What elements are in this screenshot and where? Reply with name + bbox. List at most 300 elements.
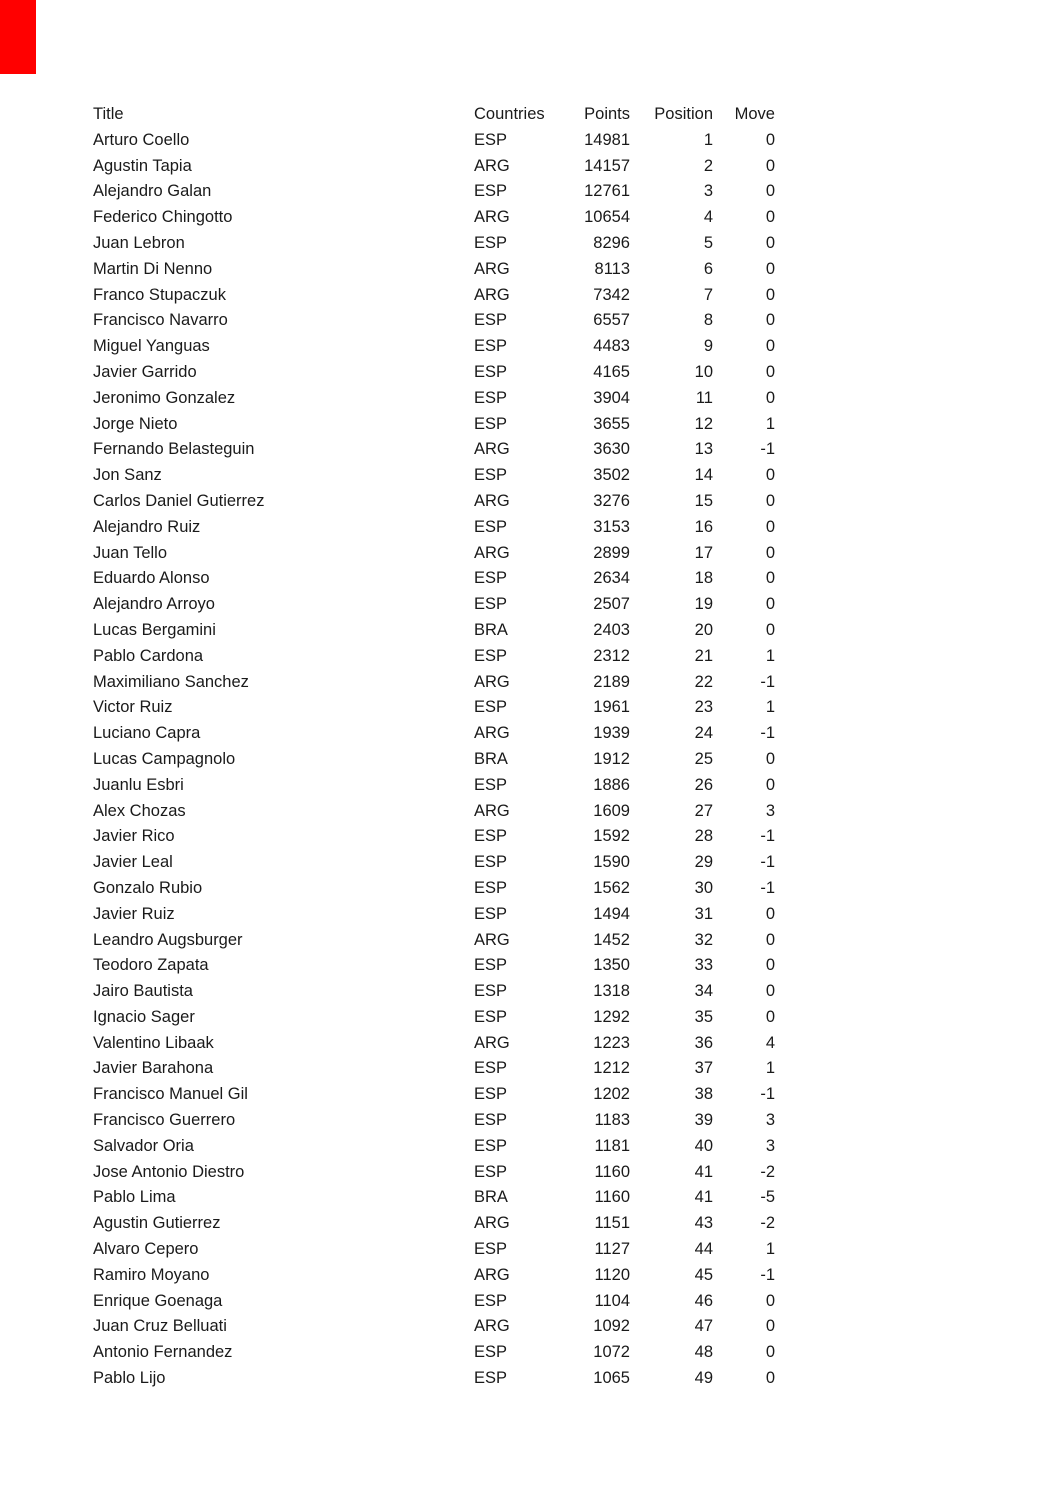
table-row	[93, 257, 775, 283]
cell-move: 0	[765, 285, 775, 304]
cell-country: ESP	[474, 414, 508, 433]
cell-player-name: Lucas Bergamini	[93, 620, 216, 639]
cell-move: 1	[765, 698, 775, 717]
cell-position: 30	[694, 878, 713, 897]
cell-move: 0	[765, 904, 775, 923]
table-row	[93, 1289, 775, 1315]
cell-country: ARG	[474, 1317, 510, 1336]
cell-position: 9	[703, 337, 713, 356]
cell-country: ESP	[474, 1162, 508, 1181]
cell-country: ESP	[474, 1111, 508, 1130]
column-header-points: Points	[584, 105, 630, 123]
cell-player-name: Javier Rico	[93, 827, 175, 846]
cell-country: ESP	[474, 362, 508, 381]
cell-country: ARG	[474, 724, 510, 743]
cell-player-name: Juanlu Esbri	[93, 775, 184, 794]
table-row	[93, 1160, 775, 1186]
cell-position: 27	[694, 801, 713, 820]
cell-position: 29	[694, 853, 713, 872]
cell-player-name: Francisco Manuel Gil	[93, 1085, 248, 1104]
cell-points: 1292	[593, 1007, 630, 1026]
table-row	[93, 902, 775, 928]
cell-move: 1	[765, 1240, 775, 1259]
cell-player-name: Francisco Guerrero	[93, 1111, 236, 1130]
cell-position: 47	[694, 1317, 713, 1336]
cell-position: 1	[703, 130, 713, 149]
cell-move: 0	[765, 543, 775, 562]
cell-points: 2634	[593, 569, 630, 588]
cell-player-name: Victor Ruiz	[93, 698, 173, 717]
cell-country: ESP	[474, 982, 508, 1001]
cell-position: 24	[694, 724, 713, 743]
cell-points: 1452	[593, 930, 630, 949]
cell-move: 0	[765, 362, 775, 381]
cell-points: 8113	[594, 259, 630, 278]
table-row	[93, 541, 775, 567]
cell-move: 0	[765, 259, 775, 278]
cell-points: 1160	[594, 1162, 630, 1181]
cell-position: 6	[703, 259, 713, 278]
cell-move: 0	[765, 930, 775, 949]
cell-position: 25	[694, 749, 713, 768]
cell-move: -1	[760, 878, 775, 897]
cell-points: 1202	[593, 1085, 630, 1104]
cell-points: 6557	[593, 311, 630, 330]
cell-player-name: Salvador Oria	[93, 1136, 194, 1155]
cell-move: -2	[760, 1214, 775, 1233]
cell-position: 45	[694, 1265, 713, 1284]
cell-country: ARG	[474, 440, 510, 459]
cell-position: 26	[694, 775, 713, 794]
table-row	[93, 463, 775, 489]
cell-points: 1092	[593, 1317, 630, 1336]
cell-position: 43	[694, 1214, 713, 1233]
cell-player-name: Agustin Gutierrez	[93, 1214, 221, 1233]
cell-move: 0	[765, 775, 775, 794]
table-row	[93, 721, 775, 747]
cell-points: 8296	[593, 233, 630, 252]
cell-move: 0	[765, 749, 775, 768]
table-row	[93, 412, 775, 438]
cell-position: 49	[694, 1369, 713, 1388]
column-header-move: Move	[734, 105, 775, 123]
cell-points: 1562	[593, 878, 630, 897]
cell-points: 1065	[593, 1369, 630, 1388]
cell-country: ARG	[474, 1214, 510, 1233]
cell-points: 1939	[593, 724, 630, 743]
cell-country: ARG	[474, 672, 510, 691]
table-row	[93, 386, 775, 412]
table-row	[93, 928, 775, 954]
table-row	[93, 489, 775, 515]
cell-position: 14	[694, 466, 713, 485]
cell-country: ESP	[474, 827, 508, 846]
cell-position: 5	[703, 233, 713, 252]
cell-player-name: Pablo Lijo	[93, 1369, 166, 1388]
cell-country: ESP	[474, 182, 508, 201]
cell-move: 0	[765, 311, 775, 330]
table-row	[93, 1056, 775, 1082]
cell-country: ARG	[474, 543, 510, 562]
cell-points: 1212	[593, 1059, 630, 1078]
cell-player-name: Miguel Yanguas	[93, 337, 210, 356]
cell-move: -2	[760, 1162, 775, 1181]
cell-position: 12	[694, 414, 713, 433]
cell-move: 0	[765, 182, 775, 201]
table-row	[93, 1366, 775, 1392]
cell-points: 4165	[593, 362, 630, 381]
cell-points: 1590	[593, 853, 630, 872]
cell-position: 32	[694, 930, 713, 949]
cell-player-name: Martin Di Nenno	[93, 259, 213, 278]
cell-country: ESP	[474, 595, 508, 614]
cell-move: 1	[765, 414, 775, 433]
table-row	[93, 1314, 775, 1340]
cell-points: 1609	[593, 801, 630, 820]
cell-move: 0	[765, 982, 775, 1001]
cell-points: 2312	[593, 646, 630, 665]
cell-move: 4	[765, 1033, 775, 1052]
cell-player-name: Federico Chingotto	[93, 208, 233, 227]
cell-country: ARG	[474, 208, 510, 227]
cell-country: ARG	[474, 1033, 510, 1052]
cell-position: 36	[694, 1033, 713, 1052]
table-row	[93, 644, 775, 670]
table-row	[93, 1211, 775, 1237]
table-row	[93, 695, 775, 721]
cell-position: 40	[694, 1136, 713, 1155]
cell-position: 17	[694, 543, 713, 562]
cell-player-name: Arturo Coello	[93, 130, 190, 149]
cell-points: 2507	[593, 595, 630, 614]
cell-country: ESP	[474, 337, 508, 356]
cell-points: 1223	[593, 1033, 630, 1052]
cell-player-name: Juan Lebron	[93, 233, 185, 252]
cell-player-name: Eduardo Alonso	[93, 569, 210, 588]
table-row	[93, 128, 775, 154]
cell-move: 0	[765, 156, 775, 175]
cell-player-name: Enrique Goenaga	[93, 1291, 223, 1310]
cell-player-name: Maximiliano Sanchez	[93, 672, 249, 691]
table-row	[93, 592, 775, 618]
table-row	[93, 231, 775, 257]
table-row	[93, 515, 775, 541]
cell-position: 46	[694, 1291, 713, 1310]
cell-player-name: Javier Leal	[93, 853, 173, 872]
cell-player-name: Franco Stupaczuk	[93, 285, 226, 304]
table-row	[93, 953, 775, 979]
cell-move: -1	[760, 827, 775, 846]
cell-points: 1181	[594, 1136, 630, 1155]
cell-country: ESP	[474, 1291, 508, 1310]
cell-position: 19	[694, 595, 713, 614]
red-corner-marker	[0, 0, 36, 74]
cell-position: 31	[694, 904, 713, 923]
cell-country: BRA	[474, 620, 508, 639]
cell-country: ESP	[474, 233, 508, 252]
cell-position: 2	[703, 156, 713, 175]
cell-position: 44	[694, 1240, 713, 1259]
cell-player-name: Lucas Campagnolo	[93, 749, 236, 768]
cell-player-name: Pablo Lima	[93, 1188, 176, 1207]
cell-move: 0	[765, 517, 775, 536]
table-row	[93, 1031, 775, 1057]
cell-move: 0	[765, 337, 775, 356]
cell-country: ARG	[474, 259, 510, 278]
cell-country: ESP	[474, 904, 508, 923]
table-body	[93, 128, 775, 1392]
table-row	[93, 205, 775, 231]
table-row	[93, 308, 775, 334]
cell-points: 1127	[594, 1240, 630, 1259]
cell-points: 3153	[593, 517, 630, 536]
cell-points: 14981	[584, 130, 630, 149]
cell-country: ARG	[474, 285, 510, 304]
cell-position: 33	[694, 956, 713, 975]
cell-move: 0	[765, 620, 775, 639]
table-row	[93, 1340, 775, 1366]
cell-move: -1	[760, 672, 775, 691]
cell-country: ESP	[474, 646, 508, 665]
cell-move: 0	[765, 1317, 775, 1336]
cell-player-name: Antonio Fernandez	[93, 1343, 233, 1362]
cell-move: -1	[760, 1265, 775, 1284]
cell-position: 38	[694, 1085, 713, 1104]
cell-points: 1350	[593, 956, 630, 975]
cell-country: ESP	[474, 853, 508, 872]
cell-player-name: Teodoro Zapata	[93, 956, 209, 975]
cell-move: 3	[765, 801, 775, 820]
table-row	[93, 1005, 775, 1031]
cell-points: 1961	[593, 698, 630, 717]
cell-points: 1886	[593, 775, 630, 794]
cell-country: ESP	[474, 1136, 508, 1155]
cell-country: ESP	[474, 698, 508, 717]
table-row	[93, 876, 775, 902]
cell-country: ESP	[474, 130, 508, 149]
cell-move: 3	[765, 1136, 775, 1155]
cell-player-name: Fernando Belasteguin	[93, 440, 255, 459]
cell-country: ESP	[474, 1007, 508, 1026]
cell-position: 8	[703, 311, 713, 330]
cell-country: ARG	[474, 156, 510, 175]
table-row	[93, 1108, 775, 1134]
cell-player-name: Javier Barahona	[93, 1059, 214, 1078]
cell-position: 20	[694, 620, 713, 639]
cell-player-name: Juan Tello	[93, 543, 168, 562]
table-row	[93, 1134, 775, 1160]
cell-player-name: Pablo Cardona	[93, 646, 204, 665]
cell-player-name: Javier Ruiz	[93, 904, 175, 923]
cell-points: 3276	[593, 491, 630, 510]
table-row	[93, 437, 775, 463]
cell-points: 4483	[593, 337, 630, 356]
cell-country: ESP	[474, 1369, 508, 1388]
table-row	[93, 824, 775, 850]
cell-points: 2403	[593, 620, 630, 639]
cell-position: 15	[694, 491, 713, 510]
cell-country: ESP	[474, 569, 508, 588]
cell-points: 3630	[593, 440, 630, 459]
cell-country: ARG	[474, 930, 510, 949]
cell-position: 41	[694, 1188, 713, 1207]
cell-position: 39	[694, 1111, 713, 1130]
cell-move: 0	[765, 491, 775, 510]
table-row	[93, 773, 775, 799]
cell-player-name: Luciano Capra	[93, 724, 201, 743]
cell-move: 0	[765, 956, 775, 975]
cell-player-name: Alejandro Galan	[93, 182, 212, 201]
cell-player-name: Jairo Bautista	[93, 982, 193, 1001]
cell-position: 21	[694, 646, 713, 665]
cell-points: 1104	[594, 1291, 630, 1310]
cell-player-name: Alejandro Arroyo	[93, 595, 215, 614]
cell-move: 0	[765, 1369, 775, 1388]
cell-move: 0	[765, 569, 775, 588]
cell-points: 3655	[593, 414, 630, 433]
cell-country: ARG	[474, 491, 510, 510]
table-row	[93, 179, 775, 205]
cell-position: 7	[703, 285, 713, 304]
cell-position: 41	[694, 1162, 713, 1181]
cell-position: 18	[694, 569, 713, 588]
table-row	[93, 334, 775, 360]
table-row	[93, 1185, 775, 1211]
cell-player-name: Jorge Nieto	[93, 414, 178, 433]
cell-country: ESP	[474, 956, 508, 975]
cell-move: -1	[760, 440, 775, 459]
cell-country: ARG	[474, 801, 510, 820]
cell-points: 10654	[584, 208, 630, 227]
cell-country: ARG	[474, 1265, 510, 1284]
cell-country: ESP	[474, 775, 508, 794]
table-row	[93, 618, 775, 644]
cell-points: 1151	[594, 1214, 630, 1233]
cell-move: 3	[765, 1111, 775, 1130]
table-row	[93, 979, 775, 1005]
column-header-countries: Countries	[474, 105, 545, 123]
column-header-position: Position	[654, 105, 713, 123]
cell-position: 48	[694, 1343, 713, 1362]
cell-points: 1160	[594, 1188, 630, 1207]
cell-country: ESP	[474, 1059, 508, 1078]
cell-points: 3502	[593, 466, 630, 485]
cell-position: 4	[703, 208, 713, 227]
cell-player-name: Jon Sanz	[93, 466, 162, 485]
cell-position: 16	[694, 517, 713, 536]
cell-move: 0	[765, 1343, 775, 1362]
cell-player-name: Gonzalo Rubio	[93, 878, 203, 897]
table-row	[93, 566, 775, 592]
cell-move: -1	[760, 1085, 775, 1104]
cell-player-name: Jose Antonio Diestro	[93, 1162, 245, 1181]
cell-move: 1	[765, 646, 775, 665]
cell-position: 11	[695, 388, 713, 407]
ranking-table-container	[93, 102, 775, 1392]
cell-position: 23	[694, 698, 713, 717]
cell-player-name: Francisco Navarro	[93, 311, 228, 330]
cell-country: ESP	[474, 517, 508, 536]
cell-player-name: Carlos Daniel Gutierrez	[93, 491, 265, 510]
cell-position: 34	[694, 982, 713, 1001]
cell-position: 37	[694, 1059, 713, 1078]
cell-move: 0	[765, 233, 775, 252]
cell-position: 13	[694, 440, 713, 459]
cell-country: BRA	[474, 749, 508, 768]
table-row	[93, 1263, 775, 1289]
cell-move: 0	[765, 208, 775, 227]
header-row	[93, 102, 775, 128]
cell-move: 1	[765, 1059, 775, 1078]
cell-country: ESP	[474, 1085, 508, 1104]
cell-player-name: Agustin Tapia	[93, 156, 192, 175]
cell-points: 2899	[593, 543, 630, 562]
column-header-title: Title	[93, 105, 124, 123]
cell-position: 22	[694, 672, 713, 691]
table-row	[93, 747, 775, 773]
cell-position: 28	[694, 827, 713, 846]
ranking-table	[93, 102, 775, 1392]
table-row	[93, 154, 775, 180]
cell-move: -1	[760, 853, 775, 872]
cell-move: 0	[765, 466, 775, 485]
cell-points: 1183	[594, 1111, 630, 1130]
cell-points: 12761	[584, 182, 630, 201]
cell-move: 0	[765, 595, 775, 614]
cell-points: 2189	[593, 672, 630, 691]
cell-player-name: Ignacio Sager	[93, 1007, 195, 1026]
cell-player-name: Javier Garrido	[93, 362, 197, 381]
table-row	[93, 1237, 775, 1263]
cell-player-name: Valentino Libaak	[93, 1033, 214, 1052]
cell-points: 1072	[593, 1343, 630, 1362]
cell-move: -5	[760, 1188, 775, 1207]
cell-country: ESP	[474, 466, 508, 485]
cell-position: 3	[703, 182, 713, 201]
cell-country: ESP	[474, 311, 508, 330]
cell-player-name: Alex Chozas	[93, 801, 186, 820]
cell-move: 0	[765, 130, 775, 149]
table-row	[93, 360, 775, 386]
cell-points: 1318	[593, 982, 630, 1001]
cell-points: 1912	[593, 749, 630, 768]
cell-move: 0	[765, 1007, 775, 1026]
table-row	[93, 1082, 775, 1108]
cell-points: 3904	[593, 388, 630, 407]
cell-points: 1592	[593, 827, 630, 846]
cell-points: 14157	[584, 156, 630, 175]
table-row	[93, 670, 775, 696]
cell-country: BRA	[474, 1188, 508, 1207]
cell-position: 35	[694, 1007, 713, 1026]
cell-position: 10	[694, 362, 713, 381]
cell-points: 1494	[593, 904, 630, 923]
cell-player-name: Ramiro Moyano	[93, 1265, 210, 1284]
table-row	[93, 283, 775, 309]
cell-move: 0	[765, 388, 775, 407]
cell-player-name: Leandro Augsburger	[93, 930, 243, 949]
table-row	[93, 799, 775, 825]
cell-country: ESP	[474, 388, 508, 407]
cell-points: 7342	[593, 285, 630, 304]
cell-move: -1	[760, 724, 775, 743]
cell-points: 1120	[594, 1265, 630, 1284]
cell-player-name: Jeronimo Gonzalez	[93, 388, 236, 407]
cell-country: ESP	[474, 1343, 508, 1362]
table-row	[93, 850, 775, 876]
cell-player-name: Alvaro Cepero	[93, 1240, 199, 1259]
cell-country: ESP	[474, 1240, 508, 1259]
